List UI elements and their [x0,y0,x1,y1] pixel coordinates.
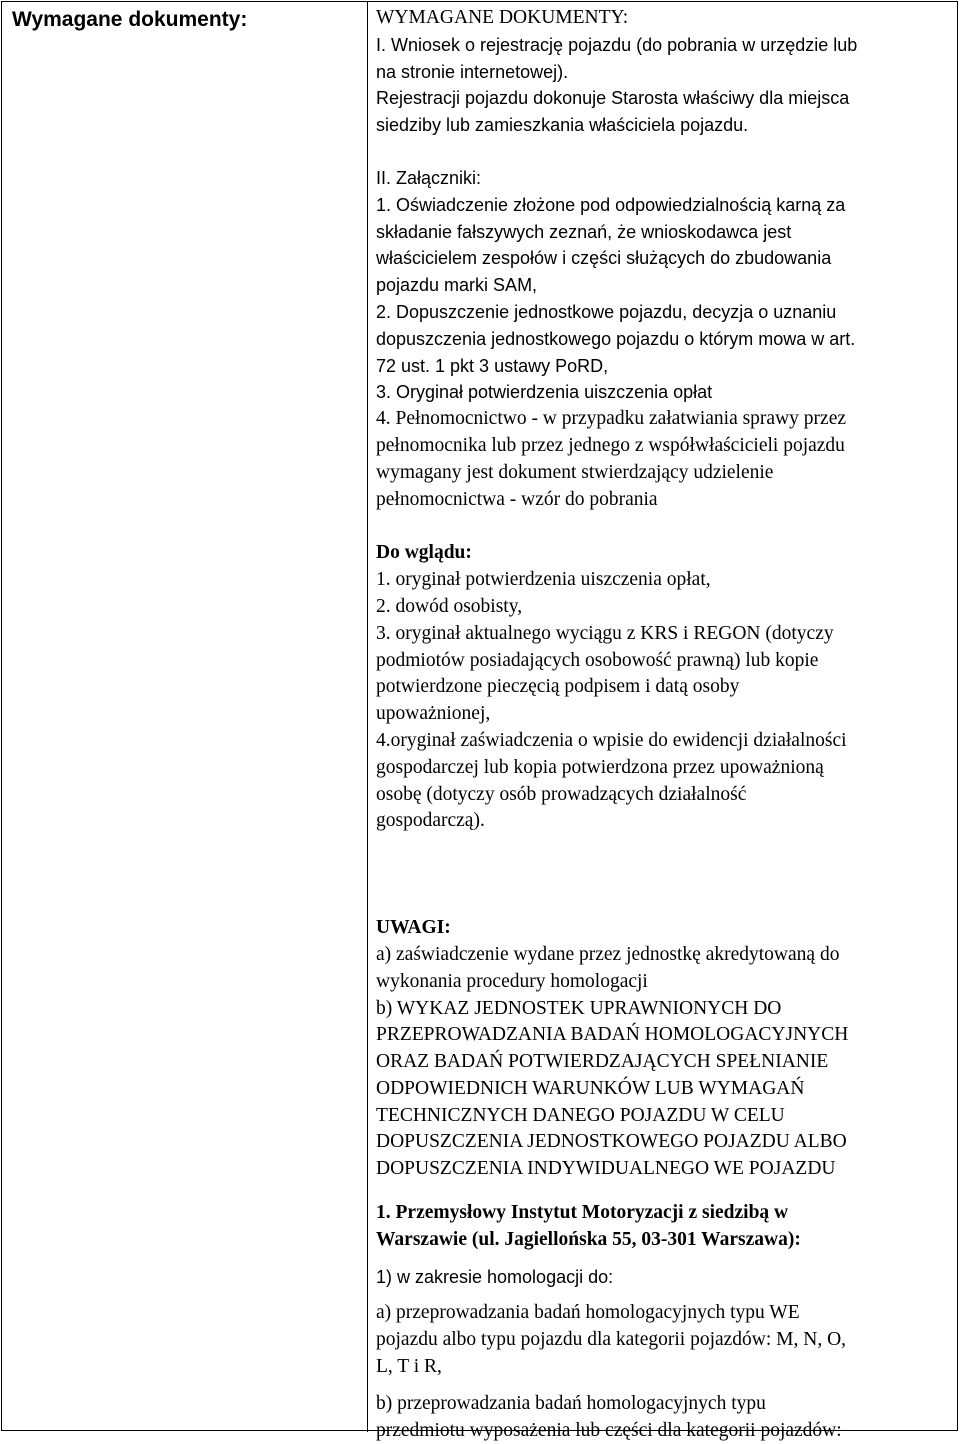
text-line: PRZEPROWADZANIA BADAŃ HOMOLOGACYJNYCH [376,1024,849,1046]
text-line: wymagany jest dokument stwierdzający udzielenie [376,461,774,483]
text-line: 4.oryginał zaświadczenia o wpisie do ewidencji działalności [376,729,847,751]
section-application [376,32,946,406]
text-line: a) przeprowadzania badań homologacyjnych typu WE [376,1302,800,1324]
text-line: składanie fałszywych zeznań, że wnioskodawca jest [376,221,792,242]
text-line: przedmiotu wyposażenia lub części dla kategorii pojazdów: [376,1419,842,1441]
text-line: pojazdu albo typu pojazdu dla kategorii pojazdów: M, N, O, [376,1329,847,1351]
text-line: podmiotów posiadających osobowość prawną) lub kopie [376,649,819,671]
text-line: gospodarczej lub kopia potwierdzona przez upoważnioną [376,756,824,778]
text-line: L, T i R, [376,1356,442,1378]
text-line: pełnomocnictwa - wzór do pobrania [376,488,658,510]
text-line: upoważnionej, [376,703,491,725]
text-line: a) zaświadczenie wydane przez jednostkę akredytowaną do [376,943,840,965]
scope-list [376,1300,946,1444]
text-line: Rejestracji pojazdu dokonuje Starosta właściwy dla miejsca [376,88,850,109]
institute-line: 1. Przemysłowy Instytut Motoryzacji z siedzibą w [376,1202,789,1224]
text-line: 2. dowód osobisty, [376,595,523,617]
row-label: Wymagane dokumenty: [12,8,248,31]
scope-intro: 1) w zakresie homologacji do: [376,1266,614,1287]
text-line: I. Wniosek o rejestrację pojazdu (do pobrania w urzędzie lub [376,34,858,55]
text-line: II. Załączniki: [376,167,482,188]
text-line: 2. Dopuszczenie jednostkowe pojazdu, decyzja o uznaniu [376,301,837,322]
column-divider [367,2,368,1432]
text-line: DOPUSZCZENIA INDYWIDUALNEGO WE POJAZDU [376,1158,836,1180]
text-line: 72 ust. 1 pkt 3 ustawy PoRD, [376,355,609,376]
text-line: wykonania procedury homologacji [376,970,648,992]
institute-line: Warszawie (ul. Jagiellońska 55, 03-301 Warszawa): [376,1228,801,1250]
text-line: pełnomocnika lub przez jednego z współwłaścicieli pojazdu [376,434,845,456]
text-line: potwierdzone pieczęcią podpisem i datą osoby [376,676,740,698]
text-line: siedziby lub zamieszkania właściciela pojazdu. [376,115,749,136]
text-line: ORAZ BADAŃ POTWIERDZAJĄCYCH SPEŁNIANIE [376,1051,829,1073]
text-line: na stronie internetowej). [376,61,569,82]
text-line: 4. Pełnomocnictwo - w przypadku załatwiania sprawy przez [376,408,846,430]
text-line: 3. Oryginał potwierdzenia uiszczenia opłat [376,382,713,403]
text-line: gospodarczą). [376,810,485,832]
section-power-of-attorney [376,406,946,1264]
text-line: DOPUSZCZENIA JEDNOSTKOWEGO POJAZDU ALBO [376,1131,847,1153]
do-wgladu-title: Do wglądu: [376,542,472,564]
text-line: pojazdu marki SAM, [376,275,538,296]
text-line: właścicielem zespołów i części służących do zbudowania [376,248,832,269]
text-line: dopuszczenia jednostkowego pojazdu o którym mowa w art. [376,328,856,349]
text-line: ODPOWIEDNICH WARUNKÓW LUB WYMAGAŃ [376,1077,805,1099]
text-line: 1. Oświadczenie złożone pod odpowiedzialnością karną za [376,194,846,215]
text-line: osobę (dotyczy osób prowadzących działalność [376,783,747,805]
text-line: b) WYKAZ JEDNOSTEK UPRAWNIONYCH DO [376,997,782,1019]
content-cell [376,5,946,1444]
text-line: 3. oryginał aktualnego wyciągu z KRS i REGON (dotyczy [376,622,834,644]
text-line: 1. oryginał potwierdzenia uiszczenia opłat, [376,569,711,591]
text-line: b) przeprowadzania badań homologacyjnych typu [376,1392,766,1414]
section-header: WYMAGANE DOKUMENTY: [376,7,629,28]
text-line: TECHNICZNYCH DANEGO POJAZDU W CELU [376,1104,785,1126]
uwagi-title: UWAGI: [376,917,451,939]
